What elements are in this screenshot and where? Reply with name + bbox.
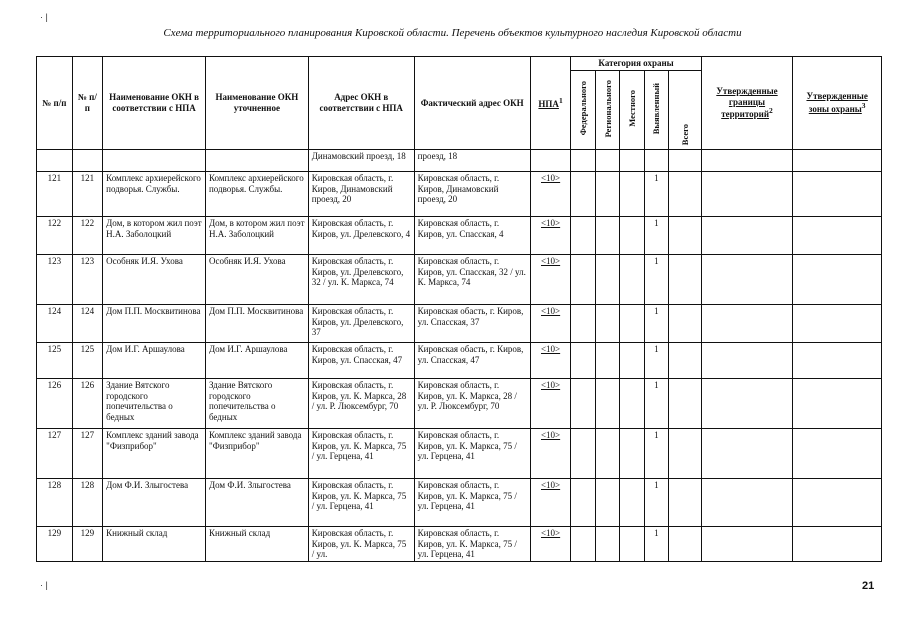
name-refined-cell: Дом И.Г. Аршаулова <box>205 343 308 379</box>
scan-mark: · | <box>40 12 48 22</box>
row-number-cell: 127 <box>72 429 103 479</box>
header-cat-identified <box>644 71 668 150</box>
name-refined-cell: Особняк И.Я. Ухова <box>205 255 308 305</box>
header-bounds-footnote: 2 <box>769 106 773 116</box>
cat-regional-cell <box>595 255 619 305</box>
cat-total-cell <box>669 305 702 343</box>
npa-cell: <10> <box>530 217 571 255</box>
zones-cell <box>793 217 882 255</box>
row-number-cell: 124 <box>37 305 73 343</box>
address-actual-cell: Кировская обасть, г. Киров, ул. Спасская, 37 <box>414 305 530 343</box>
cat-identified-cell: 1 <box>644 429 668 479</box>
cat-identified-cell: 1 <box>644 527 668 562</box>
name-npa-cell: Дом, в котором жил поэт Н.А. Заболоцкий <box>103 217 206 255</box>
address-actual-cell: Кировская область, г. Киров, Динамовский проезд, 20 <box>414 172 530 217</box>
table-row <box>37 379 882 429</box>
row-number-cell: 129 <box>72 527 103 562</box>
table-row <box>37 305 882 343</box>
cat-local-cell <box>620 305 644 343</box>
address-actual-cell: Кировская область, г. Киров, ул. К. Маркса, 28 / ул. Р. Люксембург, 70 <box>414 379 530 429</box>
zones-cell <box>793 479 882 527</box>
name-npa-cell: Особняк И.Я. Ухова <box>103 255 206 305</box>
cat-federal-cell <box>571 172 595 217</box>
zones-cell <box>793 343 882 379</box>
cat-local-cell <box>620 479 644 527</box>
cat-regional-cell <box>595 479 619 527</box>
header-name-refined: Наименование ОКН уточненное <box>205 57 308 150</box>
cat-federal-cell <box>571 150 595 172</box>
row-number-cell: 124 <box>72 305 103 343</box>
name-npa-cell: Дом Ф.И. Злыгостева <box>103 479 206 527</box>
cat-total-cell <box>669 150 702 172</box>
cat-local-cell <box>620 429 644 479</box>
row-number-cell: 128 <box>37 479 73 527</box>
npa-cell: <10> <box>530 429 571 479</box>
name-npa-cell <box>103 150 206 172</box>
address-npa-cell: Кировская область, г. Киров, Динамовский проезд, 20 <box>308 172 414 217</box>
name-refined-cell <box>205 150 308 172</box>
name-refined-cell: Комплекс архиерейского подворья. Службы. <box>205 172 308 217</box>
bounds-cell <box>701 255 793 305</box>
row-number-cell: 126 <box>72 379 103 429</box>
cat-local-cell <box>620 527 644 562</box>
row-number-cell: 122 <box>72 217 103 255</box>
address-npa-cell: Кировская область, г. Киров, ул. Спасская, 47 <box>308 343 414 379</box>
bounds-cell <box>701 379 793 429</box>
bounds-cell <box>701 429 793 479</box>
cat-identified-cell: 1 <box>644 305 668 343</box>
cat-federal-cell <box>571 527 595 562</box>
cat-federal-cell <box>571 429 595 479</box>
name-refined-cell: Комплекс зданий завода "Физприбор" <box>205 429 308 479</box>
cat-identified-cell <box>644 150 668 172</box>
bounds-cell <box>701 305 793 343</box>
cat-total-cell <box>669 343 702 379</box>
table-row <box>37 479 882 527</box>
header-cat-local <box>620 71 644 150</box>
header-cat-regional <box>595 71 619 150</box>
bounds-cell <box>701 479 793 527</box>
cat-total-cell <box>669 217 702 255</box>
header-cat-regional-label: Регионального <box>602 79 613 138</box>
header-cat-federal-label: Федерального <box>578 81 589 136</box>
header-cat-total-label: Всего <box>679 124 690 146</box>
cat-identified-cell: 1 <box>644 217 668 255</box>
name-refined-cell: Книжный склад <box>205 527 308 562</box>
table-row <box>37 429 882 479</box>
row-number-cell: 127 <box>37 429 73 479</box>
cat-identified-cell: 1 <box>644 479 668 527</box>
heritage-table <box>36 56 882 562</box>
address-npa-cell: Кировская область, г. Киров, ул. К. Маркса, 28 / ул. Р. Люксембург, 70 <box>308 379 414 429</box>
table-row <box>37 150 882 172</box>
name-refined-cell: Дом Ф.И. Злыгостева <box>205 479 308 527</box>
header-num2: № п/п <box>72 57 103 150</box>
npa-cell: <10> <box>530 305 571 343</box>
cat-federal-cell <box>571 217 595 255</box>
address-actual-cell: Кировская область, г. Киров, ул. Спасская, 32 / ул. К. Маркса, 74 <box>414 255 530 305</box>
header-name-npa: Наименование ОКН в соответствии с НПА <box>103 57 206 150</box>
row-number-cell: 125 <box>72 343 103 379</box>
row-number-cell: 121 <box>37 172 73 217</box>
bounds-cell <box>701 527 793 562</box>
cat-identified-cell: 1 <box>644 255 668 305</box>
address-actual-cell: Кировская область, г. Киров, ул. К. Маркса, 75 / ул. Герцена, 41 <box>414 429 530 479</box>
table-row <box>37 343 882 379</box>
header-address-actual: Фактический адрес ОКН <box>414 57 530 150</box>
address-actual-cell: Кировская обасть, г. Киров, ул. Спасская, 47 <box>414 343 530 379</box>
row-number-cell: 121 <box>72 172 103 217</box>
header-npa-footnote: 1 <box>558 95 563 105</box>
name-npa-cell: Дом П.П. Москвитинова <box>103 305 206 343</box>
zones-cell <box>793 255 882 305</box>
cat-identified-cell: 1 <box>644 343 668 379</box>
bounds-cell <box>701 217 793 255</box>
name-refined-cell: Дом, в котором жил поэт Н.А. Заболоцкий <box>205 217 308 255</box>
row-number-cell: 122 <box>37 217 73 255</box>
header-npa <box>530 57 571 150</box>
address-npa-cell: Кировская область, г. Киров, ул. К. Маркса, 75 / ул. <box>308 527 414 562</box>
header-bounds-label: Утвержденные границы территорий <box>716 86 778 120</box>
name-npa-cell: Комплекс архиерейского подворья. Службы. <box>103 172 206 217</box>
bounds-cell <box>701 343 793 379</box>
cat-total-cell <box>669 429 702 479</box>
cat-local-cell <box>620 150 644 172</box>
cat-local-cell <box>620 172 644 217</box>
cat-regional-cell <box>595 172 619 217</box>
header-zones-footnote: 3 <box>861 101 866 110</box>
header-address-npa: Адрес ОКН в соответствии с НПА <box>308 57 414 150</box>
npa-cell: <10> <box>530 379 571 429</box>
header-cat-local-label: Местного <box>626 90 637 128</box>
row-number-cell <box>72 150 103 172</box>
npa-cell: <10> <box>530 172 571 217</box>
zones-cell <box>793 379 882 429</box>
row-number-cell: 123 <box>37 255 73 305</box>
npa-cell: <10> <box>530 255 571 305</box>
cat-local-cell <box>620 217 644 255</box>
name-npa-cell: Комплекс зданий завода "Физприбор" <box>103 429 206 479</box>
row-number-cell: 129 <box>37 527 73 562</box>
address-npa-cell: Кировская область, г. Киров, ул. К. Маркса, 75 / ул. Герцена, 41 <box>308 429 414 479</box>
cat-regional-cell <box>595 429 619 479</box>
table-row <box>37 255 882 305</box>
bounds-cell <box>701 172 793 217</box>
npa-cell <box>530 150 571 172</box>
address-npa-cell: Кировская область, г. Киров, ул. К. Маркса, 75 / ул. Герцена, 41 <box>308 479 414 527</box>
cat-total-cell <box>669 172 702 217</box>
header-npa-label: НПА <box>538 98 559 109</box>
zones-cell <box>793 429 882 479</box>
address-npa-cell: Кировская область, г. Киров, ул. Дрелевского, 4 <box>308 217 414 255</box>
header-zones-label: Утвержденные зоны охраны <box>806 91 868 114</box>
table-row <box>37 172 882 217</box>
cat-regional-cell <box>595 217 619 255</box>
npa-cell: <10> <box>530 343 571 379</box>
zones-cell <box>793 150 882 172</box>
zones-cell <box>793 172 882 217</box>
cat-local-cell <box>620 255 644 305</box>
table-row <box>37 217 882 255</box>
cat-regional-cell <box>595 305 619 343</box>
cat-total-cell <box>669 379 702 429</box>
cat-local-cell <box>620 343 644 379</box>
address-actual-cell: проезд, 18 <box>414 150 530 172</box>
header-cat-federal <box>571 71 595 150</box>
cat-identified-cell: 1 <box>644 172 668 217</box>
cat-local-cell <box>620 379 644 429</box>
scan-mark: · | <box>40 580 48 590</box>
cat-total-cell <box>669 479 702 527</box>
cat-federal-cell <box>571 343 595 379</box>
cat-total-cell <box>669 527 702 562</box>
cat-federal-cell <box>571 479 595 527</box>
cat-regional-cell <box>595 343 619 379</box>
name-refined-cell: Здание Вятского городского попечительства о бедных <box>205 379 308 429</box>
header-num1: № п/п <box>37 57 73 150</box>
row-number-cell: 128 <box>72 479 103 527</box>
address-actual-cell: Кировская область, г. Киров, ул. К. Маркса, 75 / ул. Герцена, 41 <box>414 479 530 527</box>
row-number-cell: 126 <box>37 379 73 429</box>
npa-cell: <10> <box>530 527 571 562</box>
row-number-cell: 125 <box>37 343 73 379</box>
address-npa-cell: Кировская область, г. Киров, ул. Дрелевского, 37 <box>308 305 414 343</box>
name-npa-cell: Книжный склад <box>103 527 206 562</box>
cat-total-cell <box>669 255 702 305</box>
table-header-row <box>37 57 882 71</box>
npa-cell: <10> <box>530 479 571 527</box>
name-npa-cell: Здание Вятского городского попечительства о бедных <box>103 379 206 429</box>
bounds-cell <box>701 150 793 172</box>
header-zones <box>793 57 882 150</box>
name-refined-cell: Дом П.П. Москвитинова <box>205 305 308 343</box>
table-row <box>37 527 882 562</box>
zones-cell <box>793 305 882 343</box>
cat-federal-cell <box>571 305 595 343</box>
cat-identified-cell: 1 <box>644 379 668 429</box>
address-actual-cell: Кировская область, г. Киров, ул. Спасская, 4 <box>414 217 530 255</box>
cat-regional-cell <box>595 527 619 562</box>
cat-federal-cell <box>571 379 595 429</box>
address-actual-cell: Кировская область, г. Киров, ул. К. Маркса, 75 / ул. Герцена, 41 <box>414 527 530 562</box>
header-bounds <box>701 57 793 150</box>
address-npa-cell: Динамовский проезд, 18 <box>308 150 414 172</box>
zones-cell <box>793 527 882 562</box>
cat-federal-cell <box>571 255 595 305</box>
row-number-cell <box>37 150 73 172</box>
page-number: 21 <box>862 580 875 592</box>
address-npa-cell: Кировская область, г. Киров, ул. Дрелевского, 32 / ул. К. Маркса, 74 <box>308 255 414 305</box>
header-cat-identified-label: Выявленный <box>651 83 662 135</box>
header-cat-total <box>669 71 702 150</box>
cat-regional-cell <box>595 150 619 172</box>
row-number-cell: 123 <box>72 255 103 305</box>
cat-regional-cell <box>595 379 619 429</box>
header-category-group: Категория охраны <box>571 57 701 71</box>
name-npa-cell: Дом И.Г. Аршаулова <box>103 343 206 379</box>
document-title: Схема территориального планирования Кировской области. Перечень объектов культурного наследия Кировской области <box>163 27 742 39</box>
